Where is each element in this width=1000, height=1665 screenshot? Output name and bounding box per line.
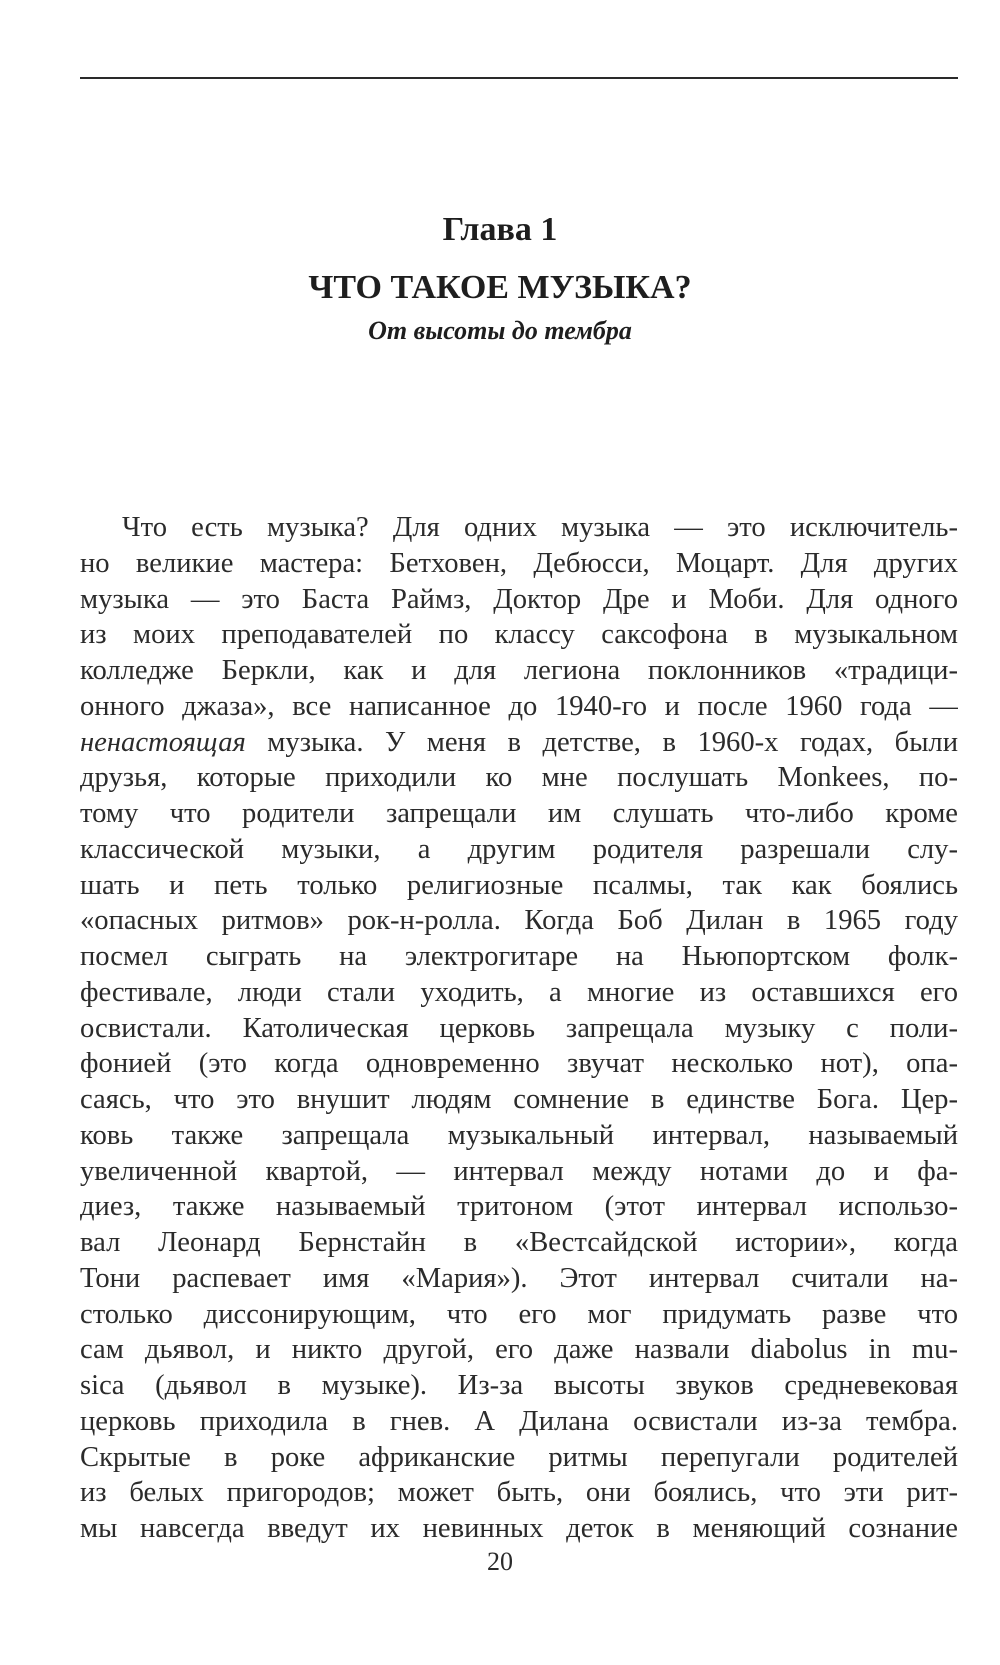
text-line: вал Леонард Бернстайн в «Вестсайдской истории», когда [80, 1227, 958, 1258]
text-line: фонией (это когда одновременно звучат несколько нот), опа- [80, 1048, 958, 1080]
text-line: классической музыки, а другим родителя разрешали слу- [80, 833, 958, 865]
text-line: «опасных ритмов» рок-н-ролла. Когда Боб Дилан в 1965 году [80, 905, 958, 937]
text-line: из белых пригородов; может быть, они боялись, что эти рит- [80, 1477, 958, 1509]
text-line: онного джаза», все написанное до 1940-го и после 1960 года — [80, 690, 958, 722]
text-line: sica (дьявол в музыке). Из-за высоты звуков средневековая [80, 1370, 958, 1401]
text-line: церковь приходила в гнев. А Дилана освистали из-за тембра. [80, 1405, 958, 1437]
text-line: тому что родители запрещали им слушать что-либо кроме [80, 798, 958, 829]
body-paragraph [80, 510, 958, 1583]
text-line: освистали. Католическая церковь запрещала музыку с поли- [80, 1012, 958, 1044]
text-line: колледже Беркли, как и для легиона поклонников «традици- [80, 655, 958, 686]
text-line: шать и петь только религиозные псалмы, так как боялись [80, 869, 958, 901]
text-line: посмел сыграть на электрогитаре на Ньюпортском фолк- [80, 941, 958, 972]
header-rule [80, 77, 958, 79]
text-line: друзья, которые приходили ко мне послушать Monkees, по- [80, 762, 958, 794]
italic-word: ненастоящая [80, 726, 246, 758]
page-number: 20 [487, 1547, 513, 1576]
text-line: саясь, что это внушит людям сомнение в единстве Бога. Цер- [80, 1084, 958, 1115]
text-line: но великие мастера: Бетховен, Дебюсси, Моцарт. Для других [80, 547, 958, 579]
text-line: из моих преподавателей по классу саксофона в музыкальном [80, 619, 958, 651]
text-line: столько диссонирующим, что его мог придумать разве что [80, 1298, 958, 1330]
text-line: Тони распевает имя «Мария»). Этот интервал считали на- [80, 1262, 958, 1294]
text-line: фестивале, люди стали уходить, а многие из оставшихся его [80, 976, 958, 1008]
text-line [80, 725, 958, 761]
text-line: музыка — это Баста Раймз, Доктор Дре и Моби. Для одного [80, 583, 958, 615]
text-line: мы навсегда введут их невинных деток в меняющий сознание [80, 1513, 958, 1544]
chapter-title: ЧТО ТАКОЕ МУЗЫКА? [308, 269, 692, 306]
chapter-subtitle: От высоты до тембра [368, 316, 632, 345]
text-line-rest: музыка. У меня в детстве, в 1960-х годах, были [245, 726, 958, 758]
text-line: диез, также называемый тритоном (этот интервал использо- [80, 1191, 958, 1223]
text-line: сам дьявол, и никто другой, его даже назвали diabolus in mu- [80, 1334, 958, 1366]
text-line: ковь также запрещала музыкальный интервал, называемый [80, 1119, 958, 1151]
text-line: увеличенной квартой, — интервал между нотами до и фа- [80, 1155, 958, 1187]
chapter-label: Глава 1 [442, 211, 558, 248]
text-line: Что есть музыка? Для одних музыка — это исключитель- [122, 512, 958, 543]
text-line: Скрытые в роке африканские ритмы перепугали родителей [80, 1441, 958, 1473]
